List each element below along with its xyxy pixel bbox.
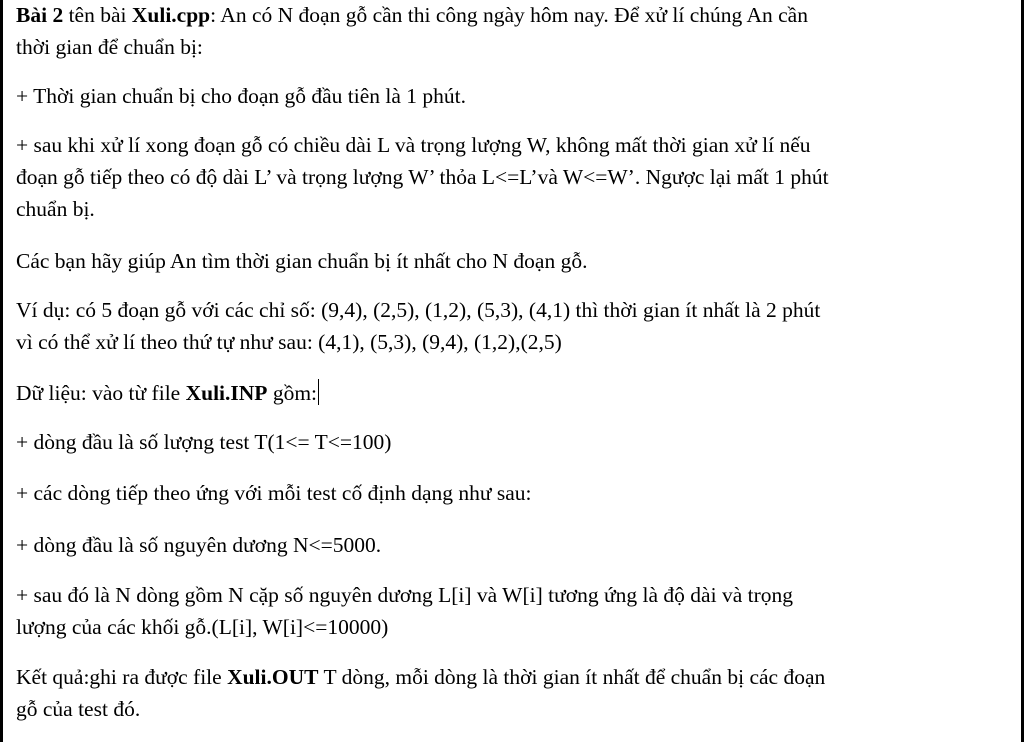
paragraph-input-test-count xyxy=(16,426,391,458)
paragraph-output xyxy=(16,661,825,725)
input-pairs-line-2: lượng của các khối gỗ.(L[i], W[i]<=10000) xyxy=(16,615,389,639)
input-filename: Xuli.INP xyxy=(185,381,268,405)
task-intro-text: : An có N đoạn gỗ cần thi công ngày hôm nay. Để xử lí chúng An cần xyxy=(210,3,808,27)
paragraph-input-pairs xyxy=(16,579,793,643)
task-number: Bài 2 xyxy=(16,3,64,27)
text-cursor xyxy=(318,379,319,405)
output-line-1 xyxy=(16,661,825,693)
input-header-suffix: gồm: xyxy=(267,381,318,405)
first-piece-time-text: + Thời gian chuẩn bị cho đoạn gỗ đầu tiên là 1 phút. xyxy=(16,84,467,108)
paragraph-task-title xyxy=(16,0,808,63)
paragraph-input-n xyxy=(16,529,381,561)
processing-rule-line-1: + sau khi xử lí xong đoạn gỗ có chiều dài L và trọng lượng W, không mất thời gian xử lí nếu xyxy=(16,133,811,157)
output-header-text: Kết quả:ghi ra được file xyxy=(16,665,228,689)
output-filename: Xuli.OUT xyxy=(227,665,319,689)
task-filename: Xuli.cpp xyxy=(131,3,211,27)
processing-rule-line-3: chuẩn bị. xyxy=(16,197,95,221)
output-description: T dòng, mỗi dòng là thời gian ít nhất để chuẩn bị các đoạn xyxy=(318,665,826,689)
paragraph-request xyxy=(16,245,587,277)
paragraph-processing-rule xyxy=(16,129,829,225)
input-n-text: + dòng đầu là số nguyên dương N<=5000. xyxy=(16,533,382,557)
paragraph-input-next-lines xyxy=(16,477,532,509)
paragraph-example xyxy=(16,294,820,358)
output-line-2: gỗ của test đó. xyxy=(16,697,141,721)
task-title-text: tên bài xyxy=(63,3,132,27)
example-line-2: vì có thể xử lí theo thứ tự như sau: (4,1), (5,3), (9,4), (1,2),(2,5) xyxy=(16,330,562,354)
input-test-count-text: + dòng đầu là số lượng test T(1<= T<=100) xyxy=(16,430,392,454)
input-header-line xyxy=(16,377,319,409)
processing-rule-line-2: đoạn gỗ tiếp theo có độ dài L’ và trọng lượng W’ thỏa L<=L’và W<=W’. Ngược lại mất 1 phút xyxy=(16,165,829,189)
task-intro-line-2: thời gian để chuẩn bị: xyxy=(16,35,203,59)
request-text: Các bạn hãy giúp An tìm thời gian chuẩn bị ít nhất cho N đoạn gỗ. xyxy=(16,249,588,273)
paragraph-first-piece-time xyxy=(16,80,466,112)
example-line-1: Ví dụ: có 5 đoạn gỗ với các chỉ số: (9,4), (2,5), (1,2), (5,3), (4,1) thì thời gian ít nhất là 2 phút xyxy=(16,298,821,322)
input-header-text: Dữ liệu: vào từ file xyxy=(16,381,186,405)
task-title-line xyxy=(16,0,808,31)
input-pairs-line-1: + sau đó là N dòng gồm N cặp số nguyên dương L[i] và W[i] tương ứng là độ dài và trọng xyxy=(16,583,793,607)
input-next-lines-text: + các dòng tiếp theo ứng với mỗi test cố định dạng như sau: xyxy=(16,481,532,505)
paragraph-input-header xyxy=(16,377,319,409)
